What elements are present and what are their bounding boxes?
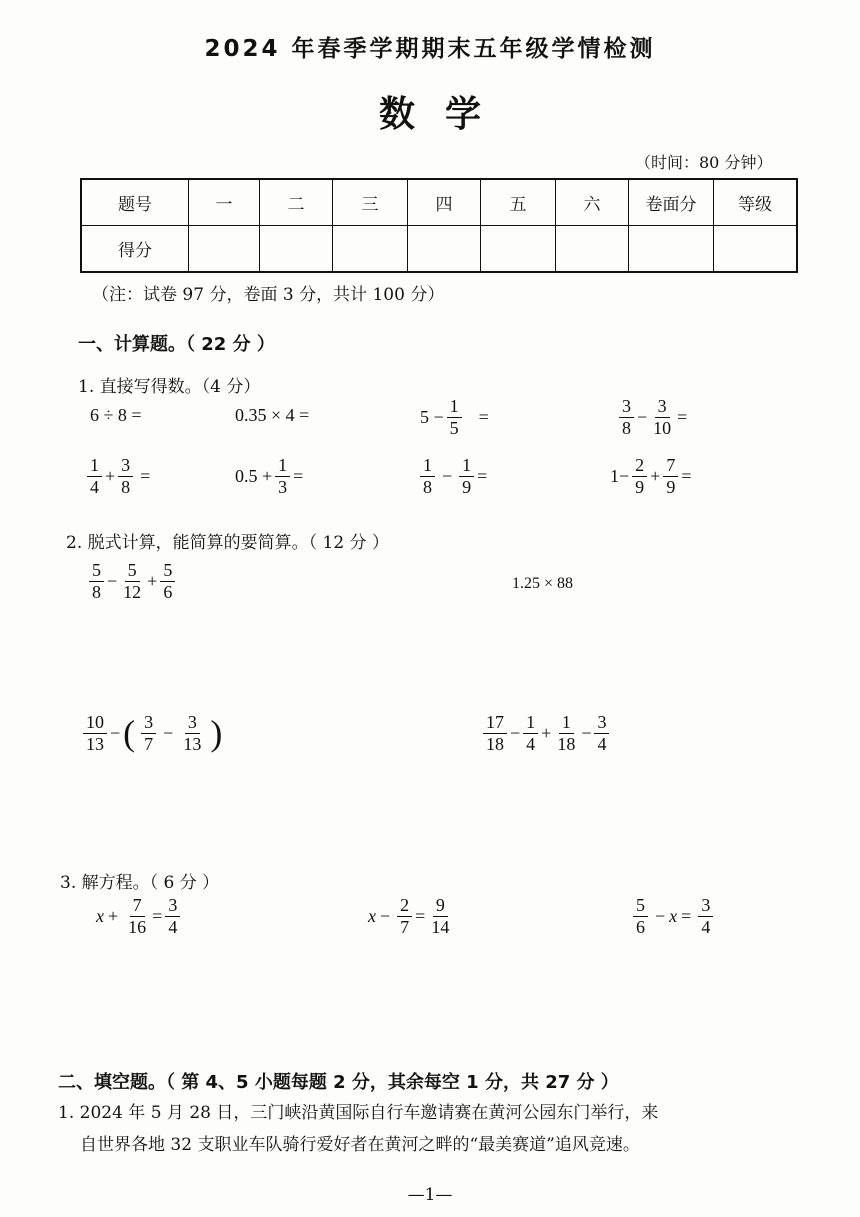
operator: + [108,905,119,926]
fraction [160,560,175,602]
numerator: 5 [160,560,175,582]
denominator: 5 [449,417,459,438]
score-input-cell[interactable] [481,226,556,273]
equals: = [681,905,692,926]
denominator: 7 [400,916,410,937]
operator: + [105,465,116,486]
variable-x: x [669,905,678,926]
q3-equation-2 [368,895,455,937]
numerator: 10 [83,712,107,734]
denominator: 18 [486,733,504,754]
operator: + [147,570,158,591]
fraction [619,396,634,438]
section1-title: 一、计算题。（ 22 分 ） [78,334,275,355]
operator: − [637,406,648,427]
score-table [80,178,798,273]
score-input-cell[interactable] [556,226,629,273]
denominator: 12 [123,581,142,602]
table-cell: 卷面分 [629,179,714,226]
table-cell: 六 [556,179,629,226]
q1-expr-6 [235,455,303,497]
q1-title: 1. 直接写得数。（4 分） [78,377,261,397]
numerator: 1 [447,396,462,418]
q2-expr-4 [480,712,612,754]
numerator: 7 [663,455,678,477]
score-input-cell[interactable] [408,226,481,273]
numerator: 1 [559,712,574,734]
table-row [81,226,797,273]
fraction [459,455,474,497]
denominator: 9 [635,476,645,497]
fraction [633,895,648,937]
numerator: 5 [125,560,140,582]
numerator: 1 [275,455,290,477]
score-input-cell[interactable] [714,226,798,273]
equals: = [293,465,304,486]
time-limit: （时间：80 分钟） [635,153,773,172]
numerator: 5 [89,560,104,582]
operator: − [380,905,391,926]
fraction [89,560,104,602]
expr-text: 5 − [420,406,444,427]
fraction [663,455,678,497]
q1-expr-5 [84,455,154,497]
score-input-cell[interactable] [260,226,333,273]
denominator: 18 [557,733,576,754]
denominator: 6 [636,916,645,937]
fraction [483,712,507,754]
variable-x: x [96,905,104,926]
equals: = [477,465,488,486]
q1-expr-8 [610,455,691,497]
denominator: 10 [653,417,672,438]
denominator: 9 [666,476,676,497]
score-input-cell[interactable] [333,226,408,273]
numerator: 2 [632,455,647,477]
denominator: 13 [86,733,104,754]
operator: − [163,722,174,743]
fraction [180,712,204,754]
left-paren: ( [123,713,136,754]
operator: − [655,905,666,926]
fill-question-1-line1: 1. 2024 年 5 月 28 日，三门峡沿黄国际自行车邀请赛在黄河公园东门举行，来 [58,1103,659,1123]
exam-title: 2024 年春季学期期末五年级学情检测 [204,36,656,62]
subject-title: 数学 [378,93,511,135]
denominator: 4 [701,916,711,937]
fraction [447,396,462,438]
numerator: 3 [698,895,713,917]
denominator: 3 [278,476,288,497]
fraction [125,895,149,937]
table-cell: 二 [260,179,333,226]
denominator: 8 [121,476,131,497]
right-paren: ) [210,713,223,754]
fraction [83,712,107,754]
fraction [120,560,144,602]
q3-equation-3 [630,895,716,937]
numerator: 7 [130,895,145,917]
fraction [523,712,538,754]
denominator: 4 [168,916,178,937]
numerator: 3 [141,712,156,734]
q3-equation-1 [96,895,183,937]
numerator: 3 [165,895,180,917]
equals: = [478,406,489,427]
table-cell: 等级 [714,179,798,226]
table-row [81,179,797,226]
operator: + [650,465,661,486]
fraction [632,455,647,497]
denominator: 14 [431,916,450,937]
denominator: 9 [462,476,472,497]
q1-expr-3 [420,396,493,438]
denominator: 6 [163,581,173,602]
q2-title: 2. 脱式计算，能简算的要简算。（ 12 分 ） [66,533,389,553]
numerator: 1 [420,455,435,477]
equals: = [677,406,688,427]
denominator: 8 [423,476,432,497]
table-cell: 三 [333,179,408,226]
numerator: 3 [655,396,670,418]
page-number: —1— [407,1185,453,1205]
fill-question-1-line2: 自世界各地 32 支职业车队骑行爱好者在黄河之畔的“最美赛道”追风竞速。 [80,1135,640,1155]
expr-text: 1− [610,465,630,486]
expr-text: 0.5 + [235,465,273,486]
denominator: 7 [144,733,154,754]
q3-title: 3. 解方程。（ 6 分 ） [60,873,220,893]
fraction [594,712,609,754]
score-note: （注：试卷 97 分，卷面 3 分，共计 100 分） [92,285,445,305]
denominator: 8 [92,581,101,602]
denominator: 4 [526,733,536,754]
numerator: 1 [459,455,474,477]
table-cell: 五 [481,179,556,226]
numerator: 5 [633,895,648,917]
denominator: 13 [183,733,202,754]
fraction [397,895,412,937]
denominator: 8 [622,417,631,438]
numerator: 3 [185,712,200,734]
fraction [554,712,578,754]
score-input-cell[interactable] [629,226,714,273]
q2-expr-2: 1.25 × 88 [512,575,574,592]
numerator: 2 [397,895,412,917]
table-cell: 题号 [81,179,189,226]
variable-x: x [368,905,376,926]
equals: = [415,905,426,926]
numerator: 1 [523,712,538,734]
score-input-cell[interactable] [189,226,260,273]
fraction [698,895,713,937]
fraction [275,455,290,497]
fraction [428,895,452,937]
q1-expr-2: 0.35 × 4 = [235,405,310,425]
operator: + [541,722,552,743]
table-cell: 四 [408,179,481,226]
operator: − [442,465,453,486]
operator: − [581,722,592,743]
fraction [118,455,133,497]
q2-expr-1 [86,560,178,602]
equals: = [681,465,692,486]
equals: = [140,465,151,486]
operator: − [510,722,521,743]
numerator: 17 [483,712,507,734]
numerator: 9 [433,895,448,917]
table-cell: 得分 [81,226,189,273]
fraction [165,895,180,937]
operator: − [107,570,118,591]
equals: = [152,905,163,926]
q1-expr-7 [417,455,487,497]
denominator: 4 [90,476,99,497]
operator: − [110,722,121,743]
fraction [141,712,156,754]
q1-expr-4 [616,396,687,438]
fraction [87,455,102,497]
table-cell: 一 [189,179,260,226]
denominator: 16 [128,916,147,937]
fraction [420,455,435,497]
numerator: 3 [594,712,609,734]
q2-expr-3 [80,712,225,754]
fraction [650,396,674,438]
numerator: 1 [87,455,102,477]
numerator: 3 [118,455,133,477]
denominator: 4 [597,733,607,754]
section2-title: 二、填空题。（ 第 4、5 小题每题 2 分，其余每空 1 分，共 27 分 ） [58,1072,619,1093]
q1-expr-1: 6 ÷ 8 = [90,405,142,425]
numerator: 3 [619,396,634,418]
